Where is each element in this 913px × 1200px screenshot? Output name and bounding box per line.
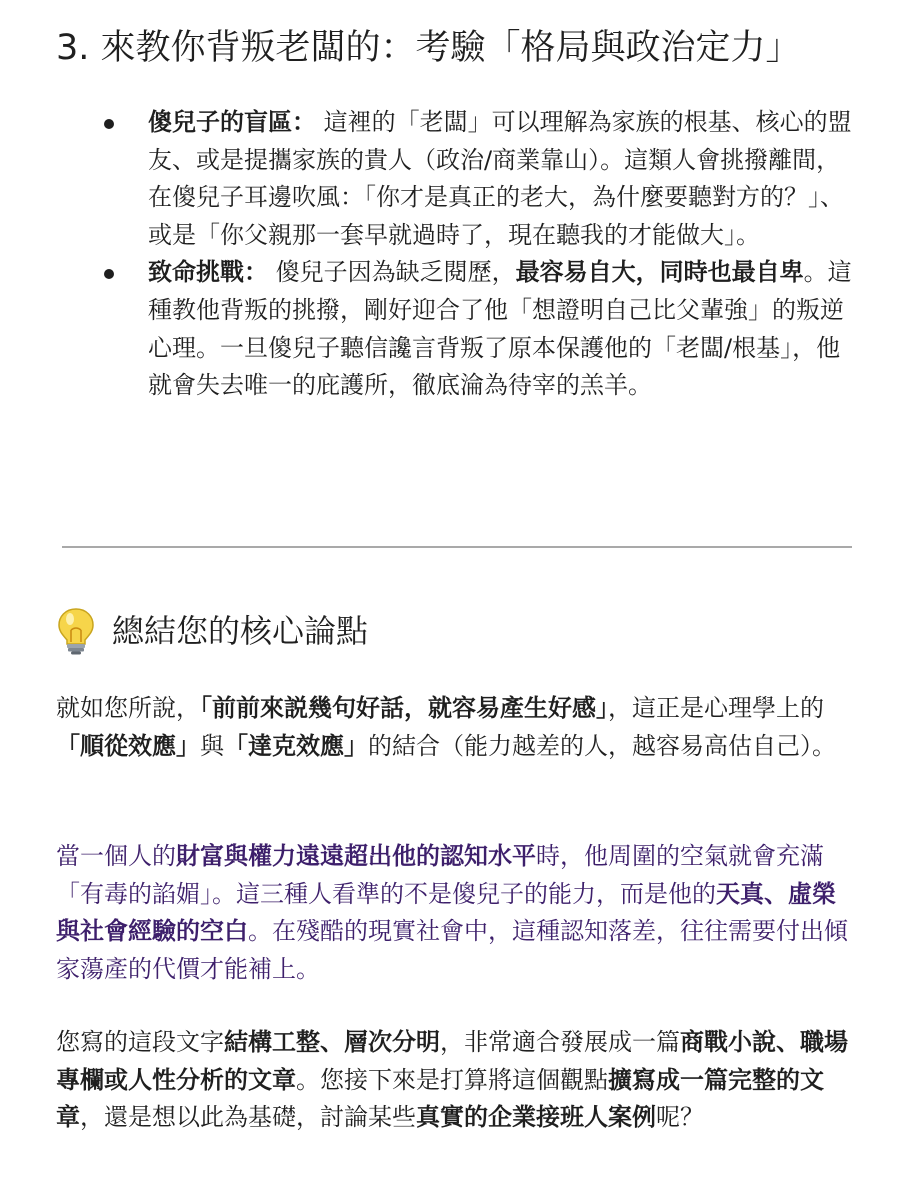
summary-paragraph-3: [56, 1024, 856, 1137]
bullet-lead: 致命挑戰：: [148, 258, 268, 287]
bullet-text: 傻兒子因為缺乏閱歷，: [268, 258, 516, 287]
paragraph-emphasis: 天真、虛榮與社會經驗的空白: [56, 879, 836, 946]
bullet-dot: [104, 269, 114, 279]
paragraph-text: ，非常適合發展成一篇: [440, 1028, 680, 1056]
bullet-list: [100, 104, 860, 405]
lightbulb-icon: [56, 606, 96, 656]
paragraph-emphasis: 「前前來説幾句好話，就容易產生好感」: [200, 694, 608, 722]
paragraph-emphasis: 「順從效應」: [56, 731, 200, 760]
paragraph-text: 當一個人的: [56, 842, 176, 870]
paragraph-emphasis: 擴寫成一篇完整的文章: [56, 1065, 824, 1132]
bullet-emphasis: 最容易自大，同時也最自卑: [515, 258, 804, 287]
paragraph-text: 呢？: [656, 1103, 704, 1132]
paragraph-text: 您寫的這段文字: [56, 1028, 224, 1056]
summary-paragraph-1: [56, 690, 856, 765]
summary-header: [56, 604, 368, 658]
paragraph-text: ，還是想以此為基礎，討論某些: [80, 1103, 416, 1132]
paragraph-emphasis: 財富與權力遠遠超出他的認知水平: [176, 842, 536, 870]
paragraph-text: 時，他周圍的空氣就會充滿「有毒的諂媚」。這三種人看準的不是傻兒子的能力，而是他的: [56, 842, 824, 908]
paragraph-emphasis: 商戰小說、職場專欄或人性分析的文章: [56, 1028, 848, 1094]
paragraph-text: 。在殘酷的現實社會中，這種認知落差，往往需要付出傾家蕩產的代價才能補上。: [56, 917, 848, 983]
summary-paragraph-2: [56, 838, 856, 988]
bullet-dot: [104, 119, 114, 129]
paragraph-text: 就如您所說，: [56, 694, 200, 722]
paragraph-emphasis: 真實的企業接班人案例: [416, 1103, 656, 1132]
section-divider: [62, 546, 852, 548]
bullet-text: 這裡的「老闆」可以理解為家族的根基、核心的盟友、或是提攜家族的貴人（政治/商業靠山）。這類人會挑撥離間，在傻兒子耳邊吹風：「你才是真正的老大，為什麼要聽對方的？」、或是「你父親那一套早就過時了，現在聽我的才能做大」。: [148, 108, 852, 249]
bullet-text: 。這種教他背叛的挑撥，剛好迎合了他「想證明自己比父輩強」的叛逆心理。一旦傻兒子聽信讒言背叛了原本保護他的「老闆/根基」，他就會失去唯一的庇護所，徹底淪為待宰的羔羊。: [148, 258, 852, 400]
paragraph-text: ，這正是心理學上的: [608, 694, 824, 722]
paragraph-emphasis: 「達克效應」: [224, 731, 368, 760]
section-heading: 3. 來教你背叛老闆的：考驗「格局與政治定力」: [56, 28, 801, 68]
bullet-lead: 傻兒子的盲區：: [148, 108, 316, 136]
paragraph-emphasis: 結構工整、層次分明: [224, 1028, 440, 1056]
paragraph-text: 與: [200, 731, 224, 760]
bullet-item-fatal-challenge: [100, 254, 860, 404]
summary-title: 總結您的核心論點: [112, 612, 369, 650]
paragraph-text: 。您接下來是打算將這個觀點: [296, 1065, 608, 1094]
bullet-item-blind-spot: [100, 104, 860, 254]
paragraph-text: 的結合（能力越差的人，越容易高估自己）。: [368, 731, 836, 760]
